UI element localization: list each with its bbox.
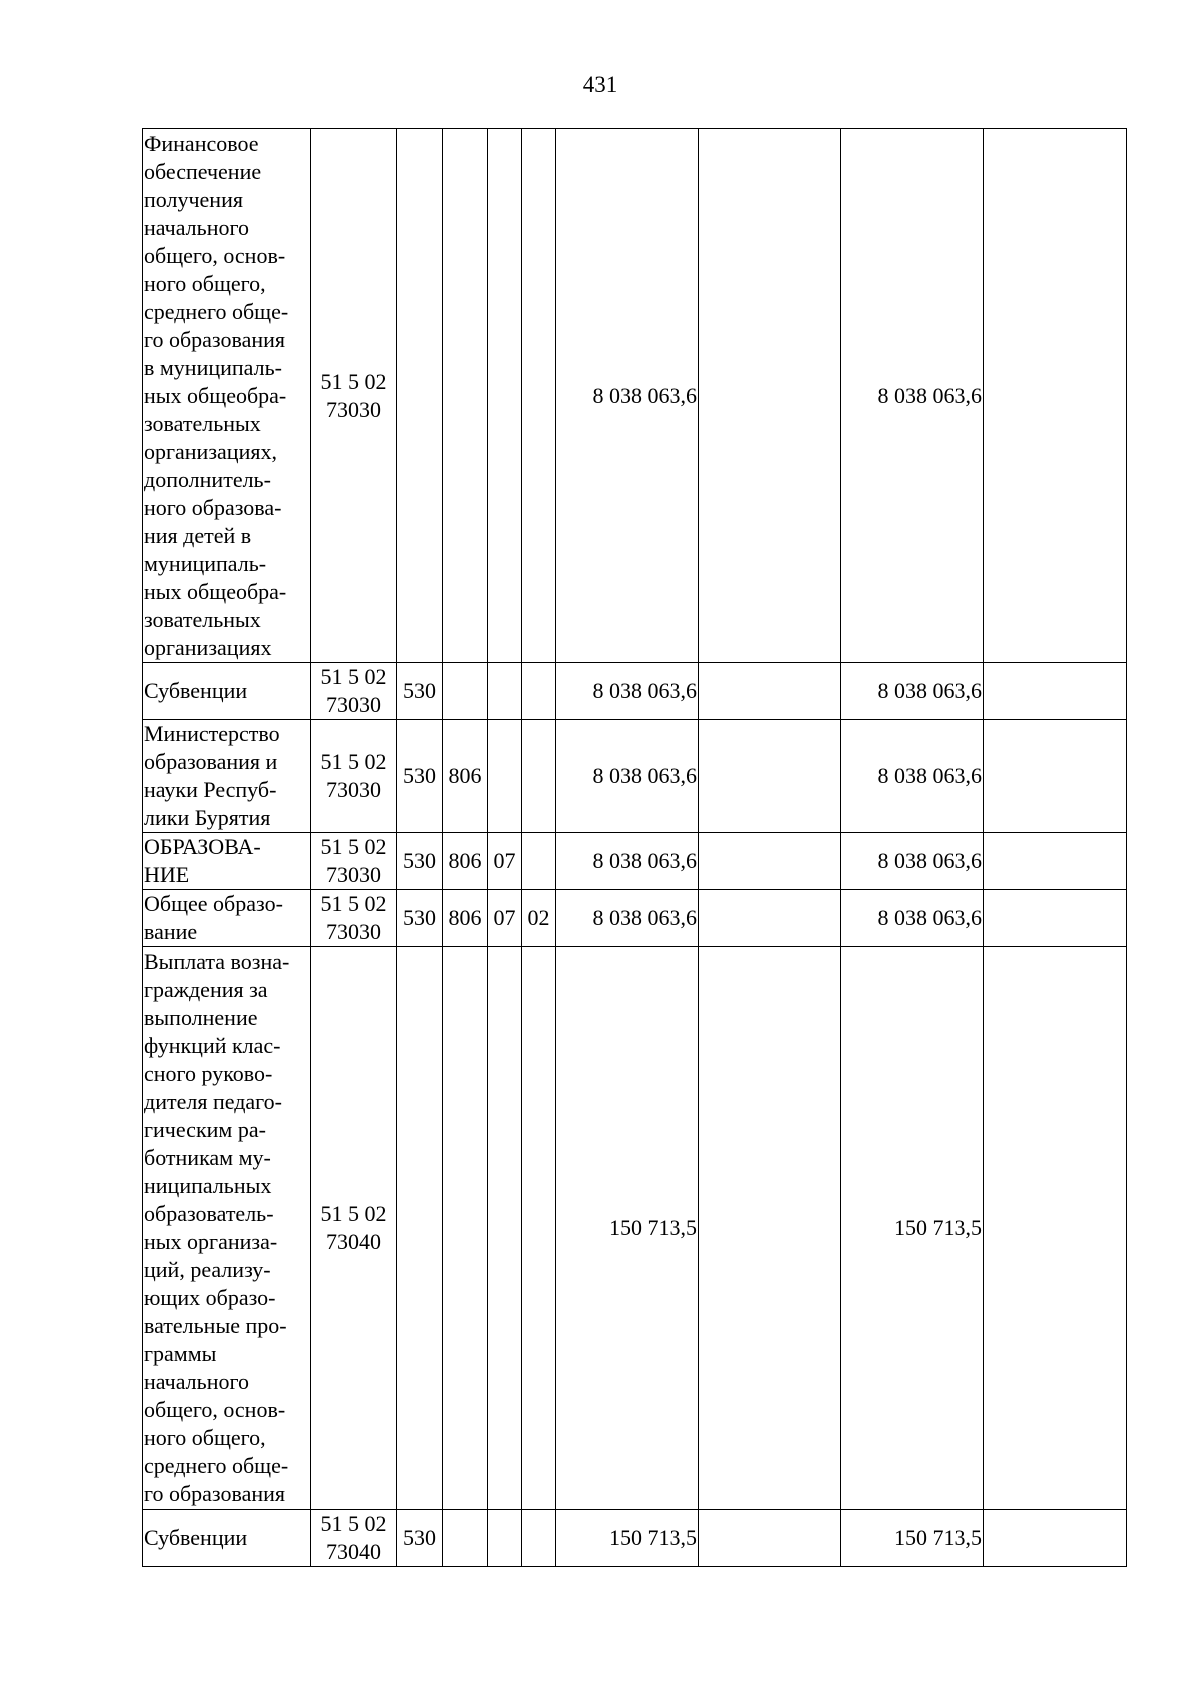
row-name-line: общего, основ-	[144, 1397, 286, 1422]
ministry-code-cell	[443, 947, 488, 1510]
row-name-line: ОБРАЗОВА-	[144, 834, 261, 859]
row-name-line: сного руково-	[144, 1061, 273, 1086]
target-article-code-line: 51 5 02	[320, 1511, 387, 1536]
expense-type-cell: 530	[397, 890, 443, 947]
target-article-code-cell	[311, 833, 397, 890]
amount-federal-cell	[699, 1510, 841, 1567]
amount-other-cell	[984, 890, 1127, 947]
ministry-code-cell	[443, 663, 488, 720]
expense-type-cell	[397, 129, 443, 663]
row-name-line: НИЕ	[144, 862, 190, 887]
target-article-code-cell	[311, 663, 397, 720]
row-name-line: дителя педаго-	[144, 1089, 282, 1114]
amount-other-cell	[984, 129, 1127, 663]
subsection-code-cell	[522, 663, 556, 720]
section-code-cell: 07	[488, 833, 522, 890]
row-name-line: Выплата возна-	[144, 949, 290, 974]
ministry-code-cell	[443, 1510, 488, 1567]
ministry-code-cell: 806	[443, 890, 488, 947]
target-article-code-cell	[311, 129, 397, 663]
row-name-line: Субвенции	[144, 1525, 248, 1550]
section-code-cell	[488, 129, 522, 663]
row-name-line: ного общего,	[144, 1425, 266, 1450]
row-name-line: лики Бурятия	[144, 805, 271, 830]
amount-regional-cell: 150 713,5	[841, 1510, 984, 1567]
row-name-line: в муниципаль-	[144, 354, 282, 380]
row-name-line: среднего обще-	[144, 1453, 289, 1478]
row-name-line: вательные про-	[144, 1313, 287, 1338]
target-article-code-cell	[311, 947, 397, 1510]
row-name-cell	[143, 890, 311, 947]
table-body	[143, 129, 1127, 1567]
target-article-code-line: 73030	[326, 862, 381, 887]
subsection-code-cell	[522, 947, 556, 1510]
section-code-cell	[488, 663, 522, 720]
table-row	[143, 663, 1127, 720]
section-code-cell: 07	[488, 890, 522, 947]
target-article-code-cell	[311, 1510, 397, 1567]
row-name-cell	[143, 663, 311, 720]
amount-regional-cell: 8 038 063,6	[841, 129, 984, 663]
row-name-line: го образования	[144, 1481, 286, 1506]
row-name-line: организациях	[144, 634, 272, 660]
row-name-line: ния детей в	[144, 522, 252, 548]
target-article-code-line: 73040	[326, 1229, 381, 1254]
row-name-line: гическим ра-	[144, 1117, 266, 1142]
subsection-code-cell	[522, 1510, 556, 1567]
row-name-cell	[143, 1510, 311, 1567]
amount-other-cell	[984, 947, 1127, 1510]
row-name-line: Финансовое	[144, 130, 259, 156]
section-code-cell	[488, 947, 522, 1510]
expense-type-cell: 530	[397, 833, 443, 890]
amount-regional-cell: 8 038 063,6	[841, 890, 984, 947]
expense-type-cell: 530	[397, 663, 443, 720]
amount-other-cell	[984, 720, 1127, 833]
subsection-code-cell	[522, 833, 556, 890]
row-name-line: ниципальных	[144, 1173, 272, 1198]
row-name-line: ных организа-	[144, 1229, 278, 1254]
row-name-line: вание	[144, 919, 198, 944]
row-name-line: муниципаль-	[144, 550, 267, 576]
target-article-code-line: 73040	[326, 1539, 381, 1564]
row-name-line: начального	[144, 1369, 249, 1394]
row-name-line: науки Респуб-	[144, 777, 277, 802]
amount-other-cell	[984, 833, 1127, 890]
table-row	[143, 947, 1127, 1510]
row-name-line: обеспечение	[144, 158, 262, 184]
amount-total-cell: 8 038 063,6	[556, 720, 699, 833]
subsection-code-cell	[522, 129, 556, 663]
row-name-line: ботникам му-	[144, 1145, 271, 1170]
expense-type-cell: 530	[397, 720, 443, 833]
table-row	[143, 833, 1127, 890]
row-name-line: Министерство	[144, 721, 280, 746]
amount-total-cell: 150 713,5	[556, 947, 699, 1510]
subsection-code-cell: 02	[522, 890, 556, 947]
row-name-line: функций клас-	[144, 1033, 281, 1058]
target-article-code-line: 51 5 02	[320, 664, 387, 689]
row-name-line: общего, основ-	[144, 242, 286, 268]
page-number: 431	[582, 72, 618, 97]
row-name-line: зовательных	[144, 410, 261, 436]
row-name-cell	[143, 129, 311, 663]
row-name-cell	[143, 833, 311, 890]
row-name-line: организациях,	[144, 438, 277, 464]
amount-other-cell	[984, 1510, 1127, 1567]
amount-total-cell: 150 713,5	[556, 1510, 699, 1567]
amount-federal-cell	[699, 890, 841, 947]
row-name-cell	[143, 947, 311, 1510]
row-name-line: ций, реализу-	[144, 1257, 271, 1282]
row-name-line: ного образова-	[144, 494, 282, 520]
row-name-cell	[143, 720, 311, 833]
row-name-line: граждения за	[144, 977, 268, 1002]
ministry-code-cell: 806	[443, 833, 488, 890]
target-article-code-line: 73030	[326, 692, 381, 717]
row-name-line: го образования	[144, 326, 286, 352]
section-code-cell	[488, 720, 522, 833]
target-article-code-line: 51 5 02	[320, 891, 387, 916]
target-article-code-line: 51 5 02	[320, 749, 387, 774]
amount-other-cell	[984, 663, 1127, 720]
row-name-line: зовательных	[144, 606, 261, 632]
section-code-cell	[488, 1510, 522, 1567]
target-article-code-line: 73030	[326, 919, 381, 944]
row-name-line: граммы	[144, 1341, 217, 1366]
row-name-line: ных общеобра-	[144, 578, 287, 604]
amount-regional-cell: 150 713,5	[841, 947, 984, 1510]
amount-total-cell: 8 038 063,6	[556, 129, 699, 663]
amount-total-cell: 8 038 063,6	[556, 890, 699, 947]
row-name-line: образователь-	[144, 1201, 274, 1226]
amount-federal-cell	[699, 833, 841, 890]
amount-total-cell: 8 038 063,6	[556, 663, 699, 720]
amount-federal-cell	[699, 947, 841, 1510]
row-name-line: среднего обще-	[144, 298, 289, 324]
row-name-line: ного общего,	[144, 270, 266, 296]
table-row	[143, 129, 1127, 663]
amount-regional-cell: 8 038 063,6	[841, 720, 984, 833]
target-article-code-cell	[311, 720, 397, 833]
ministry-code-cell	[443, 129, 488, 663]
table-row	[143, 720, 1127, 833]
amount-regional-cell: 8 038 063,6	[841, 833, 984, 890]
target-article-code-line: 73030	[326, 777, 381, 802]
row-name-line: Общее образо-	[144, 891, 283, 916]
amount-federal-cell	[699, 720, 841, 833]
row-name-line: ющих образо-	[144, 1285, 276, 1310]
amount-federal-cell	[699, 129, 841, 663]
target-article-code-line: 51 5 02	[320, 1201, 387, 1226]
ministry-code-cell: 806	[443, 720, 488, 833]
target-article-code-cell	[311, 890, 397, 947]
amount-total-cell: 8 038 063,6	[556, 833, 699, 890]
row-name-line: начального	[144, 214, 249, 240]
target-article-code-line: 51 5 02	[320, 368, 387, 394]
table-row	[143, 890, 1127, 947]
table-row	[143, 1510, 1127, 1567]
row-name-line: Субвенции	[144, 678, 248, 703]
row-name-line: ных общеобра-	[144, 382, 287, 408]
expense-type-cell	[397, 947, 443, 1510]
row-name-line: получения	[144, 186, 243, 212]
target-article-code-line: 73030	[326, 396, 381, 422]
amount-regional-cell: 8 038 063,6	[841, 663, 984, 720]
subsection-code-cell	[522, 720, 556, 833]
amount-federal-cell	[699, 663, 841, 720]
expense-type-cell: 530	[397, 1510, 443, 1567]
target-article-code-line: 51 5 02	[320, 834, 387, 859]
row-name-line: дополнитель-	[144, 466, 271, 492]
row-name-line: образования и	[144, 749, 278, 774]
row-name-line: выполнение	[144, 1005, 258, 1030]
budget-table	[142, 128, 1127, 1567]
